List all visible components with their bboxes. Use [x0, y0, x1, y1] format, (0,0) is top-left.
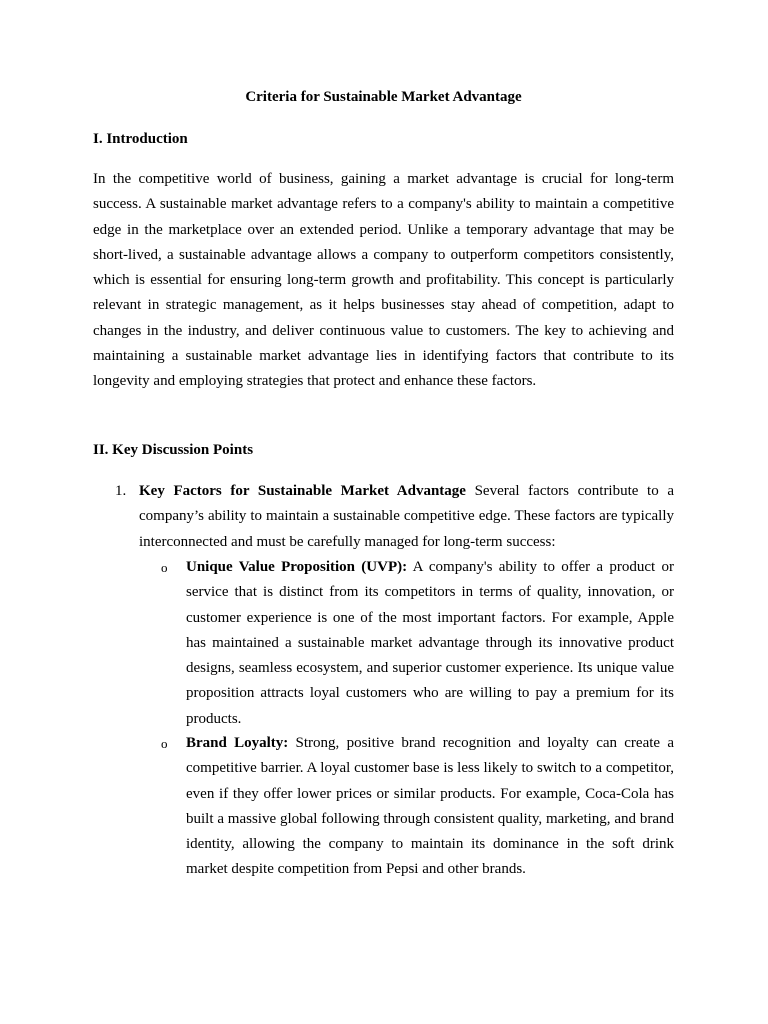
document-title: Criteria for Sustainable Market Advantage: [245, 89, 522, 105]
bullet-text: Strong, positive brand recognition and loyalty can create a competitive barrier. A loyal customer base is less likely to switch to a competitor, even if they offer lower prices or similar products. For example, Coca-Cola has built a massive global following through consistent quality, marketing, and brand identity, allowing the company to maintain its dominance in the soft drink market despite competition from Pepsi and other brands.: [186, 735, 674, 878]
bullet-title: Brand Loyalty:: [186, 735, 289, 751]
section-heading-introduction: I. Introduction: [93, 131, 188, 147]
bullet-text: A company's ability to offer a product or service that is distinct from its competitors in terms of quality, innovation, or customer experience is one of the most important factors. For example, Apple has maintained a sustainable market advantage through its innovative product designs, seamless ecosystem, and superior customer experience. Its unique value proposition attracts loyal customers who are willing to pay a premium for its products.: [186, 559, 674, 727]
bullet-marker: o: [161, 736, 168, 751]
list-item-title: Key Factors for Sustainable Market Advantage: [139, 483, 466, 499]
bullet-item-brand-loyalty: [186, 731, 674, 883]
section-heading-key-discussion-points: II. Key Discussion Points: [93, 442, 254, 458]
bullet-marker: o: [161, 560, 168, 575]
introduction-paragraph: In the competitive world of business, gaining a market advantage is crucial for long-term success. A sustainable market advantage refers to a company's ability to maintain a competitive edge in the marketplace over an extended period. Unlike a temporary advantage that may be short-lived, a sustainable advantage allows a company to outperform competitors consistently, which is essential for ensuring long-term growth and profitability. This concept is particularly relevant in strategic management, as it helps businesses stay ahead of competition, adapt to changes in the industry, and deliver continuous value to customers. The key to achieving and maintaining a sustainable market advantage lies in identifying factors that contribute to its longevity and employing strategies that protect and enhance these factors.: [93, 171, 674, 390]
list-item-key-factors: [139, 479, 674, 555]
list-item-text: Several factors contribute to a company’s ability to maintain a sustainable competitive edge. These factors are typically interconnected and must be carefully managed for long-term success:: [139, 483, 674, 550]
bullet-title: Unique Value Proposition (UVP):: [186, 559, 408, 575]
list-item-number: 1.: [115, 483, 127, 499]
bullet-item-uvp: [186, 555, 674, 732]
